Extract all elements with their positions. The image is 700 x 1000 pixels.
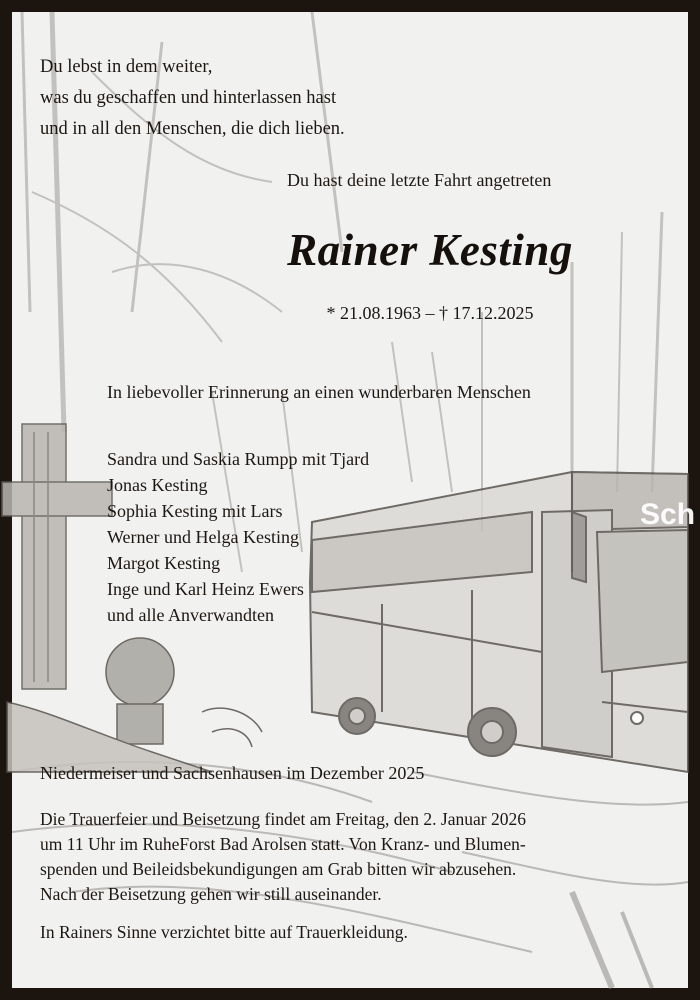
motto-line: Du lebst in dem weiter, — [40, 57, 213, 77]
cross-sketch — [2, 424, 112, 689]
life-dates: * 21.08.1963 – † 17.12.2025 — [326, 303, 534, 323]
memory-line: In liebevoller Erinnerung an einen wunderbaren Menschen — [107, 382, 531, 402]
service-line: spenden und Beileidsbekundigungen am Grab bitten wir abzusehen. — [40, 859, 517, 879]
mourner-entry: Werner und Helga Kesting — [107, 527, 299, 547]
motto-line: was du geschaffen und hinterlassen hast — [40, 88, 337, 108]
subtitle: Du hast deine letzte Fahrt angetreten — [287, 170, 552, 190]
deceased-name: Rainer Kesting — [287, 225, 573, 275]
mourner-entry: Jonas Kesting — [107, 475, 208, 495]
motto-line: und in all den Menschen, die dich lieben. — [40, 119, 345, 139]
mourner-entry: Margot Kesting — [107, 553, 221, 573]
service-line: Nach der Beisetzung gehen wir still auseinander. — [40, 884, 382, 904]
bus-destination-sign: Sch — [640, 498, 696, 531]
service-line: um 11 Uhr im RuheForst Bad Arolsen statt. Von Kranz- und Blumen- — [40, 834, 526, 854]
motto-verse — [40, 52, 345, 145]
service-details — [40, 807, 526, 907]
mourners-list — [107, 446, 369, 628]
service-line: Die Trauerfeier und Beisetzung findet am Freitag, den 2. Januar 2026 — [40, 809, 526, 829]
mourner-entry: Sophia Kesting mit Lars — [107, 501, 283, 521]
mourner-entry: und alle Anverwandten — [107, 605, 274, 625]
closing-note: In Rainers Sinne verzichtet bitte auf Trauerkleidung. — [40, 922, 408, 942]
mourner-entry: Inge und Karl Heinz Ewers — [107, 579, 304, 599]
mourner-entry: Sandra und Saskia Rumpp mit Tjard — [107, 449, 370, 469]
place-and-date: Niedermeiser und Sachsenhausen im Dezember 2025 — [40, 763, 425, 783]
